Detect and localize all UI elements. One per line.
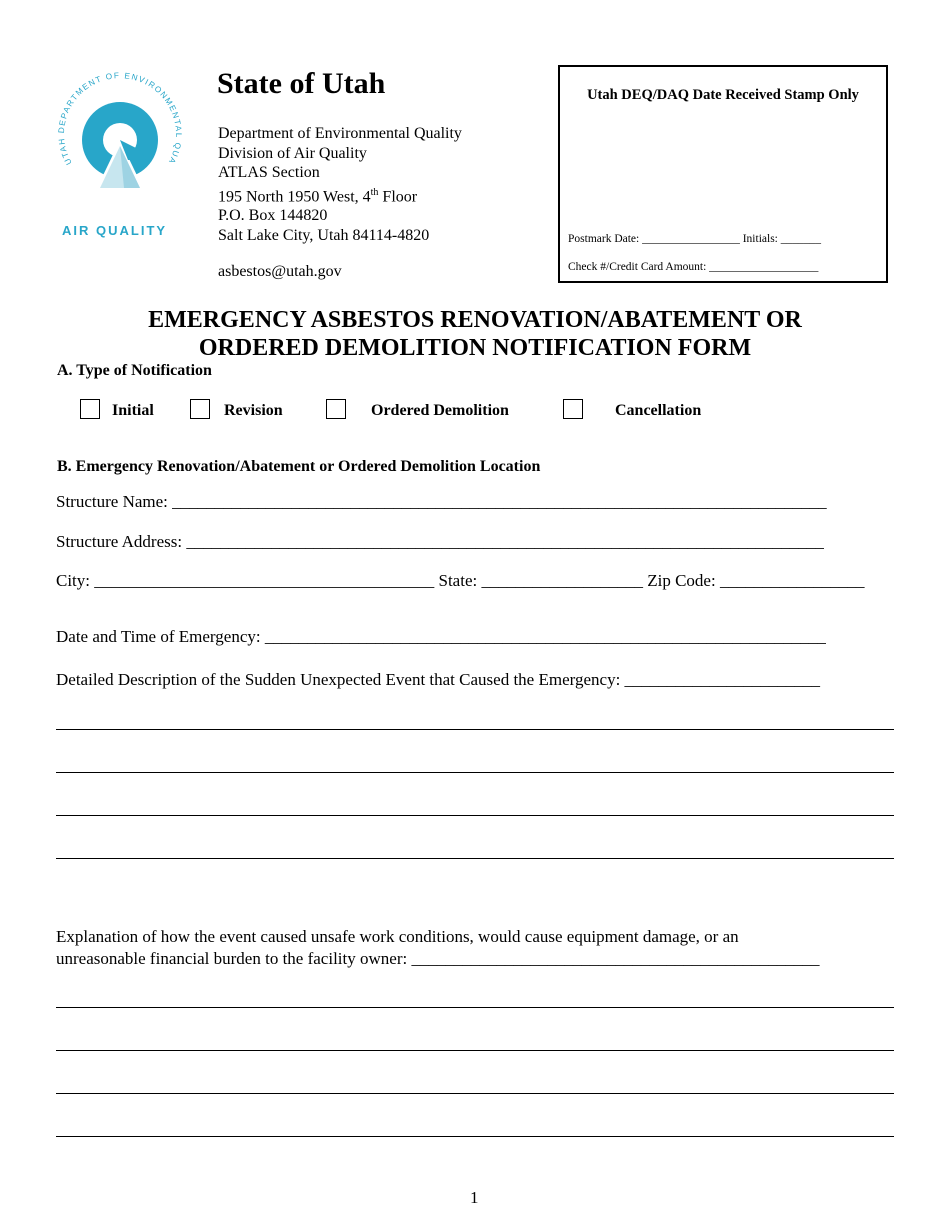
initial-checkbox[interactable] bbox=[80, 399, 100, 419]
daq-logo bbox=[50, 68, 190, 198]
address-line-department: Department of Environmental Quality bbox=[218, 125, 462, 142]
explanation-field[interactable]: unreasonable financial burden to the facility owner: ________________________________________________ bbox=[56, 949, 820, 968]
explanation-line[interactable] bbox=[56, 1136, 894, 1137]
date-time-emergency-field[interactable]: Date and Time of Emergency: __________________________________________________________________ bbox=[56, 627, 826, 646]
section-b-heading: B. Emergency Renovation/Abatement or Ordered Demolition Location bbox=[57, 458, 541, 475]
ordered-demolition-label: Ordered Demolition bbox=[371, 402, 509, 419]
cancellation-checkbox[interactable] bbox=[563, 399, 583, 419]
logo-ring-text: UTAH DEPARTMENT OF ENVIRONMENTAL QUA bbox=[56, 71, 184, 167]
description-line[interactable] bbox=[56, 858, 894, 859]
event-description-field[interactable]: Detailed Description of the Sudden Unexpected Event that Caused the Emergency: _______________________ bbox=[56, 670, 821, 689]
description-line[interactable] bbox=[56, 772, 894, 773]
explanation-line[interactable] bbox=[56, 1007, 894, 1008]
description-line[interactable] bbox=[56, 815, 894, 816]
agency-address bbox=[218, 124, 462, 245]
state-title: State of Utah bbox=[217, 67, 386, 100]
cancellation-label: Cancellation bbox=[615, 402, 702, 419]
description-line[interactable] bbox=[56, 729, 894, 730]
form-title-line-1: EMERGENCY ASBESTOS RENOVATION/ABATEMENT OR bbox=[148, 307, 802, 333]
initial-label: Initial bbox=[112, 402, 154, 419]
address-line-city: Salt Lake City, Utah 84114-4820 bbox=[218, 226, 430, 244]
address-line-division: Division of Air Quality bbox=[218, 144, 367, 162]
city-state-zip-field[interactable]: City: ________________________________________ State: ___________________ Zip Code: _________________ bbox=[56, 571, 865, 590]
address-line-po-box: P.O. Box 144820 bbox=[218, 207, 328, 225]
address-line-street: 195 North 1950 West, 4th Floor bbox=[218, 186, 418, 205]
postmark-initials-field[interactable]: Postmark Date: _________________ Initials: _______ bbox=[568, 233, 821, 245]
form-title-line-2: ORDERED DEMOLITION NOTIFICATION FORM bbox=[198, 335, 752, 361]
explanation-line[interactable] bbox=[56, 1050, 894, 1051]
explanation-prompt: Explanation of how the event caused unsafe work conditions, would cause equipment damage, or an bbox=[56, 927, 739, 946]
address-line-section: ATLAS Section bbox=[218, 164, 320, 181]
explanation-line[interactable] bbox=[56, 1093, 894, 1094]
revision-label: Revision bbox=[224, 402, 283, 419]
revision-checkbox[interactable] bbox=[190, 399, 210, 419]
form-title bbox=[0, 306, 950, 362]
contact-email: asbestos@utah.gov bbox=[218, 263, 342, 280]
check-amount-field[interactable]: Check #/Credit Card Amount: ___________________ bbox=[568, 261, 819, 273]
logo-caption: AIR QUALITY bbox=[62, 223, 168, 238]
section-a-heading: A. Type of Notification bbox=[57, 362, 212, 379]
logo-emblem bbox=[50, 68, 190, 198]
page-number: 1 bbox=[470, 1188, 479, 1207]
date-received-stamp-box bbox=[558, 65, 888, 283]
stamp-box-title: Utah DEQ/DAQ Date Received Stamp Only bbox=[587, 87, 859, 103]
structure-name-field[interactable]: Structure Name: _____________________________________________________________________________ bbox=[56, 492, 827, 511]
ordered-demolition-checkbox[interactable] bbox=[326, 399, 346, 419]
structure-address-field[interactable]: Structure Address: ___________________________________________________________________________ bbox=[56, 532, 824, 551]
